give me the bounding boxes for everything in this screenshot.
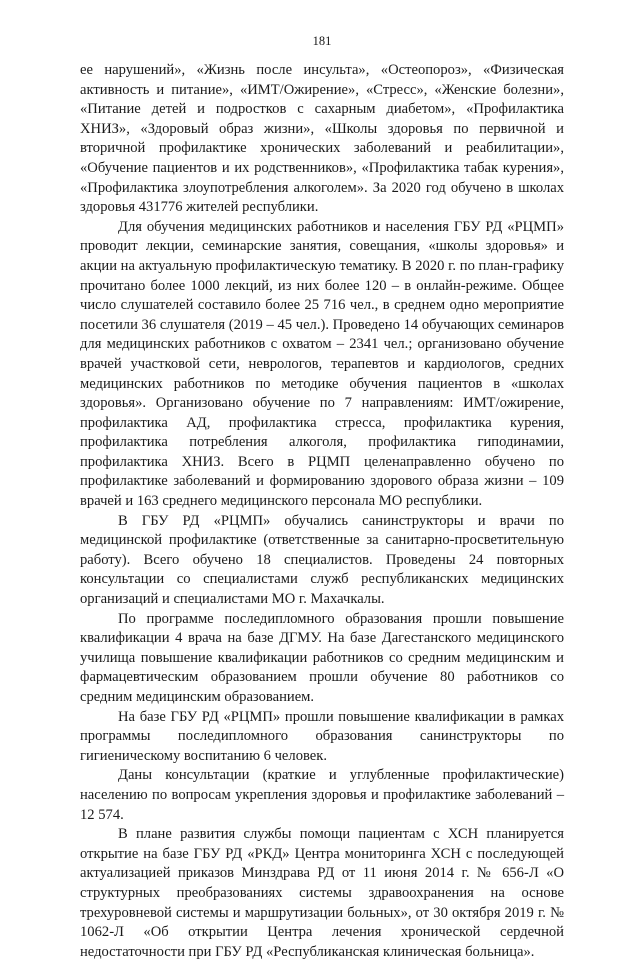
page-number: 181 — [312, 34, 332, 48]
paragraph-7: В плане развития службы помощи пациентам с ХСН планируется открытие на базе ГБУ РД «РКД» Центра мониторинга ХСН с последующей актуализацией приказов Минздрава РД от 11 июня 2014 г. № 656-Л «О структурных преобразованиях системы здравоохранения на основе трехуровневой системы и маршрутизации больных», от 30 октября 2019 г. № 1062-Л «Об открытии Центра лечения хронической сердечной недостаточности при ГБУ РД «Республиканская клиническая больница». — [80, 826, 564, 960]
paragraph-4: По программе последипломного образования прошли повышение квалификации 4 врача на базе ДГМУ. На базе Дагестанского медицинского училища повышение квалификации работников со средним медицинским и фармацевтическим образованием прошли обучение 80 работников со средним медицинским образованием. — [80, 610, 564, 705]
document-body — [80, 61, 564, 962]
paragraph-3: В ГБУ РД «РЦМП» обучались санинструкторы и врачи по медицинской профилактике (ответственные за санитарно-просветительную работу). Всего обучено 18 специалистов. Проведены 24 повторных консультации со специалистами служб республиканских медицинских организаций и специалистами МО г. Махачкалы. — [80, 512, 564, 608]
paragraph-5: На базе ГБУ РД «РЦМП» прошли повышение квалификации в рамках программы последипломного образования санинструкторы по гигиеническому воспитанию 6 человек. — [80, 708, 564, 764]
paragraph-1: ее нарушений», «Жизнь после инсульта», «Остеопороз», «Физическая активность и питание», «ИМТ/Ожирение», «Стресс», «Женские болезни», «Питание детей и подростков с сахарным диабетом», «Профилактика ХНИЗ», «Здоровый образ жизни», «Школы здоровья по первичной и вторичной профилактике хронических заболеваний и реабилитации», «Обучение пациентов и их родственников», «Профилактика табак курения», «Профилактика злоупотребления алкоголем». За 2020 год обучено в школах здоровья 431776 жителей республики. — [80, 62, 564, 216]
paragraph-2: Для обучения медицинских работников и населения ГБУ РД «РЦМП» проводит лекции, семинарские занятия, совещания, «школы здоровья» и акции на актуальную профилактическую тематику. В 2020 г. по план-графику прочитано более 1000 лекций, из них более 120 – в онлайн-режиме. Общее число слушателей составило более 25 716 чел., в среднем одно мероприятие посетили 36 слушателя (2019 – 45 чел.). Проведено 14 обучающих семинаров для медицинских работников с охватом – 2341 чел.; организовано обучение врачей участковой сети, неврологов, терапевтов и кардиологов, средних медицинских работников по методике обучения пациентов в «школах здоровья». Организовано обучение по 7 направлениям: ИМТ/ожирение, профилактика АД, профилактика стресса, профилактика курения, профилактика потребления алкоголя, профилактика гиподинамии, профилактика ХНИЗ. Всего в РЦМП целенаправленно обучено по профилактике заболеваний и формированию здорового образа жизни – 109 врачей и 163 среднего медицинского персонала МО республики. — [80, 218, 564, 510]
paragraph-6: Даны консультации (краткие и углубленные профилактические) населению по вопросам укрепления здоровья и профилактике заболеваний – 12 574. — [80, 767, 564, 823]
